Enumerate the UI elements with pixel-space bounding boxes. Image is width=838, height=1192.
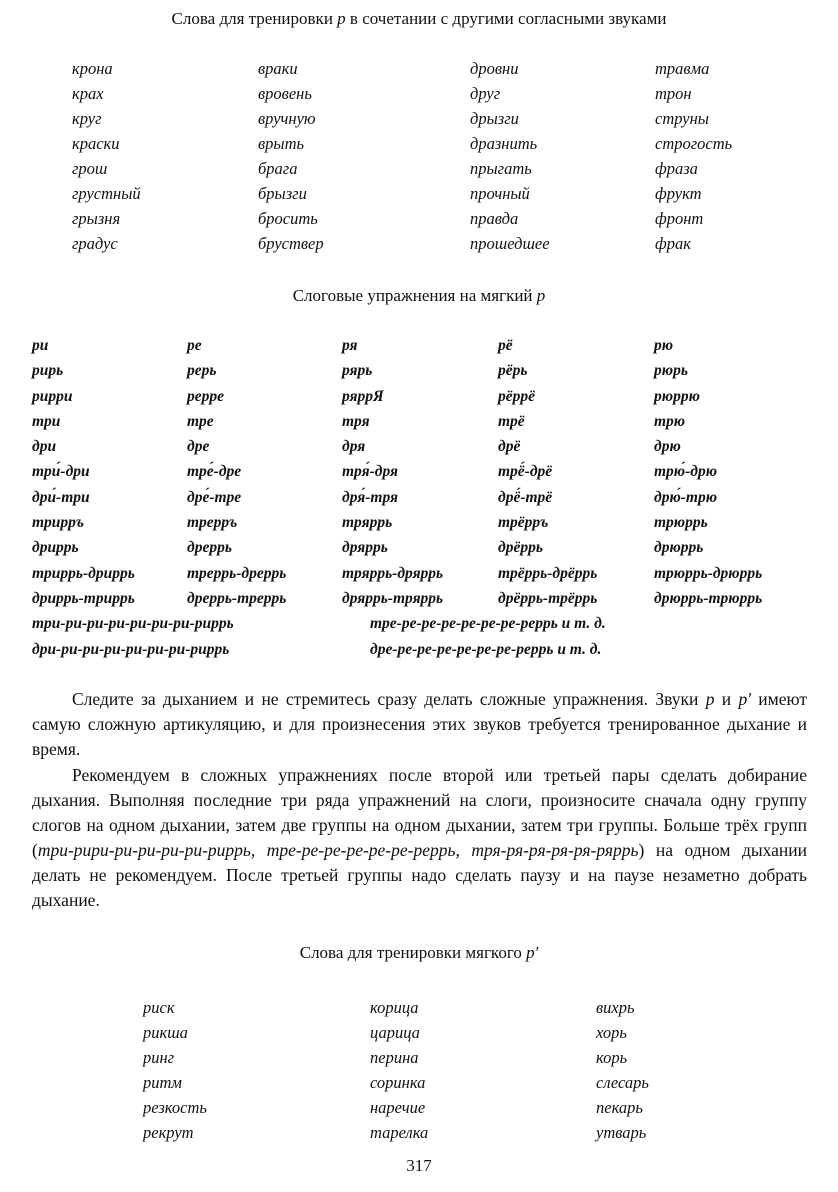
syllable: рерь (187, 362, 217, 380)
word-column (72, 56, 141, 256)
word-column (596, 995, 649, 1145)
word: риск (143, 998, 175, 1017)
syllable: три-ри-ри-ри-ри-ри-ри-риррь (32, 615, 234, 633)
syllable: тря́-дря (342, 463, 398, 481)
syllable: рирри (32, 387, 73, 405)
word: брызги (258, 184, 307, 203)
paragraph-text: и (714, 689, 739, 709)
heading-consonant-words (0, 9, 838, 29)
syllable: рюррю (654, 387, 700, 405)
word: слесарь (596, 1073, 649, 1092)
syllable: дре́-тре (187, 488, 242, 506)
word: вручную (258, 109, 316, 128)
word: фрукт (655, 184, 702, 203)
syllable: дреррь-треррь (187, 589, 287, 607)
syllable: дрюррь (654, 539, 704, 557)
word: фронт (655, 209, 704, 228)
paragraph-breathing (32, 687, 807, 762)
word: правда (470, 209, 519, 228)
word: рикша (143, 1023, 188, 1042)
word: грустный (72, 184, 141, 203)
paragraph-recommendation (32, 763, 807, 913)
word: крах (72, 84, 104, 103)
syllable: дряррь (342, 539, 388, 557)
word: соринка (370, 1073, 426, 1092)
word: дразнить (470, 134, 538, 153)
word: травма (655, 59, 710, 78)
syllable: тряррь (342, 514, 393, 532)
word: резкость (143, 1098, 207, 1117)
word: царица (370, 1023, 420, 1042)
paragraph-text: Рекомендуем в сложных упражнениях после второй или третьей пары сделать добирание дыхания. Выполняя последние три ряда упражнений на слоги, произносите сначала одну группу слогов на одном дыхании, затем две группы на одном дыхании, затем три группы. Больше трёх групп ( (32, 765, 807, 860)
word: вихрь (596, 998, 635, 1017)
word: брага (258, 159, 298, 178)
word-column (655, 56, 732, 256)
word: градус (72, 234, 118, 253)
heading-text: в сочетании с другими согласными звуками (345, 9, 667, 28)
word: строгость (655, 134, 733, 153)
word: тарелка (370, 1123, 429, 1142)
example-syllables: три-рири-ри-ри-ри-ри-риррь, тре-ре-ре-ре-ре-ре-реррь, тря-ря-ря-ря-ря-ряррь (37, 840, 639, 860)
word-column (370, 995, 428, 1145)
heading-text: Слова для тренировки (171, 9, 338, 28)
syllable: тряррь-дряррь (342, 564, 444, 582)
syllable: дрюррь-трюррь (654, 589, 763, 607)
word: ритм (143, 1073, 182, 1092)
word: прошедшее (470, 234, 550, 253)
syllable: тря (342, 412, 370, 430)
word: краски (72, 134, 120, 153)
syllable: дре (187, 438, 210, 456)
syllable: дрёррь-трёррь (498, 589, 598, 607)
syllable: ря (342, 337, 358, 354)
syllable: рёррё (498, 387, 536, 405)
heading-text: Слова для тренировки мягкого (299, 943, 527, 962)
soft-r-words-table (0, 995, 838, 1150)
syllable: треррь-дреррь (187, 564, 287, 582)
word-column (470, 56, 550, 256)
word: враки (258, 59, 298, 78)
word: крона (72, 59, 113, 78)
heading-letter: р (337, 9, 346, 28)
syllable: ряррЯ (342, 387, 384, 405)
heading-text: Слоговые упражнения на мягкий (292, 286, 537, 305)
syllable: дре-ре-ре-ре-ре-ре-ре-реррь и т. д. (370, 640, 602, 658)
word: грызня (72, 209, 121, 228)
syllable: рю (654, 337, 674, 354)
syllable: рерре (187, 387, 225, 405)
syllable: трё (498, 412, 525, 430)
word: пекарь (596, 1098, 643, 1117)
syllable: дри-ри-ри-ри-ри-ри-ри-риррь (32, 640, 230, 658)
word: утварь (596, 1123, 647, 1142)
word: врыть (258, 134, 305, 153)
word: ринг (143, 1048, 175, 1067)
syllable: дриррь (32, 539, 79, 557)
syllable: дрё́-трё (498, 488, 553, 506)
syllable: рярь (342, 362, 373, 380)
word: бросить (258, 209, 318, 228)
syllable: дри́-три (32, 488, 90, 506)
syllable: рё (498, 337, 513, 354)
word-column (143, 995, 207, 1145)
word: корь (596, 1048, 628, 1067)
syllable: дреррь (187, 539, 232, 557)
word: дрызги (470, 109, 519, 128)
syllable: трюррь-дрюррь (654, 564, 763, 582)
syllable: дрё (498, 438, 521, 456)
word: бруствер (258, 234, 324, 253)
word: рекрут (143, 1123, 194, 1142)
syllable: трирръ (32, 514, 85, 532)
word: вровень (258, 84, 312, 103)
syllable: триррь-дриррь (32, 564, 135, 582)
word: перина (370, 1048, 419, 1067)
consonant-words-table (0, 56, 838, 261)
syllable: дрю́-трю (654, 488, 718, 506)
syllable: трё́-дрё (498, 463, 553, 481)
page-number: 317 (406, 1156, 432, 1175)
word: хорь (596, 1023, 627, 1042)
paragraph-text: Следите за дыханием и не стремитесь сразу делать сложные упражнения. Звуки (72, 689, 706, 709)
word-column (258, 56, 324, 256)
syllable: дрю (654, 438, 681, 456)
syllable: тре-ре-ре-ре-ре-ре-ре-реррь и т. д. (370, 615, 606, 633)
syllable: трю (654, 412, 686, 430)
syllable: три (32, 412, 61, 430)
word: корица (370, 998, 419, 1017)
heading-syllable-exercises (0, 286, 838, 306)
syllable: ре (187, 337, 202, 354)
syllable: дряррь-тряррь (342, 589, 444, 607)
word: прыгать (470, 159, 532, 178)
syllable: дри (32, 438, 57, 456)
syllable: трерръ (187, 514, 238, 532)
heading-letter: р' (526, 943, 539, 962)
syllable: дриррь-триррь (32, 589, 135, 607)
syllable: трю́-дрю (654, 463, 718, 481)
word: грош (72, 159, 108, 178)
paragraph-text: ) на одном дыхании делать не рекомендуем. После третьей группы надо сделать паузу и на паузе незаметно добрать дыхание. (32, 840, 808, 910)
syllable: рирь (32, 362, 64, 380)
sound-letter: р' (738, 689, 751, 709)
syllable: дрёррь (498, 539, 543, 557)
heading-soft-r-words (0, 943, 838, 963)
syllable: трёррь-дрёррь (498, 564, 598, 582)
word: трон (655, 84, 692, 103)
syllable: рёрь (498, 362, 528, 380)
paragraph-text: имеют самую сложную артикуляцию, и для произнесения этих звуков требуется тренированное дыхание и время. (32, 689, 807, 759)
syllable: тре́-дре (187, 463, 242, 481)
syllable: три́-дри (32, 463, 90, 481)
word: наречие (370, 1098, 426, 1117)
sound-letter: р (705, 689, 715, 709)
heading-letter: р (536, 286, 546, 305)
syllable: тре (187, 412, 214, 430)
word: друг (470, 84, 501, 103)
word: дровни (470, 59, 519, 78)
word: фраза (655, 159, 698, 178)
syllable: дря (342, 438, 366, 456)
syllable: ри (32, 337, 49, 354)
word: круг (72, 109, 102, 128)
syllable: трюррь (654, 514, 708, 532)
word: фрак (655, 234, 691, 253)
word: прочный (470, 184, 530, 203)
syllable: трёрръ (498, 514, 549, 532)
syllable: дря́-тря (342, 488, 398, 506)
word: струны (655, 109, 709, 128)
syllable: рюрь (654, 362, 688, 380)
